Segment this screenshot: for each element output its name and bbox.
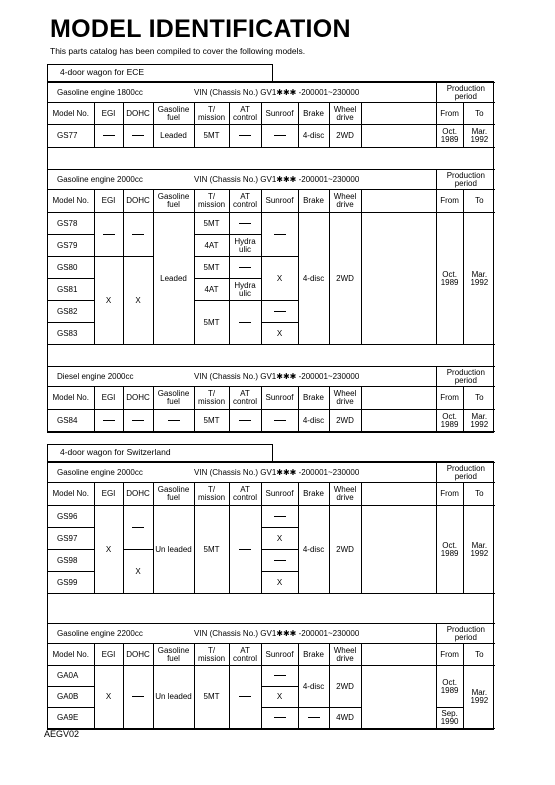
column-header-wheel: Wheel drive	[329, 644, 361, 666]
cell-mission	[194, 213, 229, 235]
cell-text: Oct. 1989	[440, 677, 459, 695]
engine-title: Gasoline engine 2200cc	[48, 624, 194, 644]
cell-wheel	[329, 708, 361, 729]
cell-brake	[298, 213, 329, 345]
model-number: GS96	[48, 506, 94, 528]
cell-fuel	[153, 666, 194, 729]
page-title: MODEL IDENTIFICATION	[50, 15, 351, 43]
cell-text: Mar. 1992	[470, 411, 489, 429]
dash-mark	[308, 717, 320, 718]
cell-fuel	[153, 506, 194, 594]
cell-sunroof	[261, 410, 298, 432]
dash-mark	[274, 420, 286, 421]
cell-text: 5MT	[203, 218, 220, 228]
column-header-fuel: Gasoline fuel	[153, 483, 194, 506]
cell-brake	[298, 125, 329, 148]
vin-range: VIN (Chassis No.) GV1✱✱✱ -200001~230000	[194, 170, 436, 190]
model-number: GS99	[48, 572, 94, 594]
cell-text: 5MT	[203, 415, 220, 425]
cell-text: X	[105, 692, 112, 701]
cell-text: 4WD	[336, 713, 354, 722]
engine-title: Gasoline engine 2000cc	[48, 170, 194, 190]
cell-text: X	[276, 273, 283, 283]
cell-mission	[194, 506, 229, 594]
section-gap	[48, 345, 493, 366]
cell-from	[436, 125, 463, 148]
cell-text: 5MT	[203, 692, 220, 701]
cell-mission	[194, 410, 229, 432]
dash-mark	[239, 322, 251, 323]
cell-dohc	[123, 213, 153, 257]
cell-text: X	[135, 566, 141, 576]
blank-header	[361, 103, 436, 125]
cell-wheel	[329, 506, 361, 594]
dash-mark	[132, 527, 144, 528]
cell-text: X	[135, 295, 141, 305]
column-header-mission: T/ mission	[194, 644, 229, 666]
column-header-to: To	[463, 190, 495, 213]
column-header-from: From	[436, 644, 463, 666]
cell-text: X	[276, 328, 283, 338]
engine-section-table	[48, 169, 495, 345]
cell-dohc	[123, 257, 153, 345]
region-title: 4-door wagon for ECE	[47, 64, 273, 81]
column-header-brake: Brake	[298, 483, 329, 506]
vin-range: VIN (Chassis No.) GV1✱✱✱ -200001~230000	[194, 463, 436, 483]
dash-mark	[132, 696, 144, 697]
cell-wheel	[329, 410, 361, 432]
cell-from	[436, 506, 463, 594]
column-header-mission: T/ mission	[194, 387, 229, 410]
cell-text: Oct. 1989	[440, 127, 459, 144]
cell-text: Leaded	[160, 131, 187, 140]
cell-text: 5MT	[203, 131, 220, 140]
cell-dohc	[123, 410, 153, 432]
column-header-dohc: DOHC	[123, 103, 153, 125]
cell-to	[463, 506, 495, 594]
model-row	[48, 410, 495, 432]
column-header-dohc: DOHC	[123, 387, 153, 410]
dash-mark	[239, 135, 251, 136]
cell-brake	[298, 708, 329, 729]
section-gap	[48, 594, 493, 623]
engine-title: Diesel engine 2000cc	[48, 367, 194, 387]
cell-at	[229, 235, 261, 257]
model-number: GA0B	[48, 687, 94, 708]
production-period-header: Production period	[436, 83, 495, 103]
dash-mark	[274, 311, 286, 312]
cell-text: X	[276, 577, 283, 587]
cell-text: Oct. 1989	[440, 269, 459, 287]
region-table-frame	[47, 81, 494, 433]
production-period-header: Production period	[436, 624, 495, 644]
cell-sunroof	[261, 528, 298, 550]
production-period-header: Production period	[436, 170, 495, 190]
cell-text: 4-disc	[302, 544, 325, 554]
cell-at	[229, 279, 261, 301]
blank-header	[361, 483, 436, 506]
model-number: GA9E	[48, 708, 94, 729]
model-row	[48, 213, 495, 235]
cell-egi	[94, 257, 123, 345]
cell-egi	[94, 666, 123, 729]
cell-sunroof	[261, 572, 298, 594]
cell-sunroof	[261, 213, 298, 257]
model-row	[48, 666, 495, 687]
blank-header	[361, 190, 436, 213]
engine-title: Gasoline engine 2000cc	[48, 463, 194, 483]
cell-at	[229, 301, 261, 345]
cell-text: Hydra ulic	[234, 280, 256, 298]
cell-text: Hydra ulic	[234, 236, 256, 254]
cell-brake	[298, 410, 329, 432]
model-number: GA0A	[48, 666, 94, 687]
column-header-dohc: DOHC	[123, 644, 153, 666]
dash-mark	[168, 420, 180, 421]
column-header-brake: Brake	[298, 644, 329, 666]
cell-to	[463, 666, 495, 729]
cell-at	[229, 666, 261, 729]
cell-text: 5MT	[203, 544, 220, 554]
cell-text: 4-disc	[302, 415, 325, 425]
cell-text: 4-disc	[302, 273, 325, 283]
dash-mark	[239, 420, 251, 421]
column-header-model: Model No.	[48, 483, 94, 506]
model-row	[48, 506, 495, 528]
vin-range: VIN (Chassis No.) GV1✱✱✱ -200001~230000	[194, 367, 436, 387]
cell-fuel	[153, 125, 194, 148]
column-header-from: From	[436, 190, 463, 213]
blank-header	[361, 644, 436, 666]
column-header-from: From	[436, 387, 463, 410]
section-gap	[48, 148, 493, 169]
blank-cell	[361, 213, 436, 345]
model-number: GS79	[48, 235, 94, 257]
cell-mission	[194, 279, 229, 301]
dash-mark	[103, 135, 115, 136]
model-number: GS77	[48, 125, 94, 148]
cell-text: 2WD	[336, 415, 354, 425]
cell-at	[229, 506, 261, 594]
dash-mark	[132, 135, 144, 136]
cell-mission	[194, 125, 229, 148]
cell-text: 2WD	[336, 273, 354, 283]
column-header-at: AT control	[229, 483, 261, 506]
cell-text: Oct. 1989	[440, 540, 459, 558]
cell-text: Mar. 1992	[470, 269, 489, 287]
region-table-frame	[47, 461, 494, 730]
model-number: GS98	[48, 550, 94, 572]
column-header-egi: EGI	[94, 644, 123, 666]
column-header-mission: T/ mission	[194, 190, 229, 213]
column-header-fuel: Gasoline fuel	[153, 644, 194, 666]
cell-sunroof	[261, 550, 298, 572]
dash-mark	[239, 267, 251, 268]
column-header-to: To	[463, 103, 495, 125]
column-header-to: To	[463, 387, 495, 410]
blank-cell	[361, 666, 436, 729]
column-header-mission: T/ mission	[194, 103, 229, 125]
column-header-model: Model No.	[48, 103, 94, 125]
engine-section-table	[48, 82, 495, 148]
cell-dohc	[123, 125, 153, 148]
blank-cell	[361, 125, 436, 148]
cell-sunroof	[261, 687, 298, 708]
dash-mark	[274, 234, 286, 235]
cell-text: 2WD	[336, 131, 354, 140]
cell-brake	[298, 666, 329, 708]
column-header-sunroof: Sunroof	[261, 644, 298, 666]
cell-mission	[194, 235, 229, 257]
cell-text: 4-disc	[302, 681, 325, 691]
column-header-mission: T/ mission	[194, 483, 229, 506]
cell-text: X	[105, 544, 112, 554]
dash-mark	[274, 717, 286, 718]
model-number: GS97	[48, 528, 94, 550]
cell-fuel	[153, 410, 194, 432]
model-number: GS84	[48, 410, 94, 432]
column-header-from: From	[436, 483, 463, 506]
blank-cell	[361, 506, 436, 594]
engine-section-table	[48, 462, 495, 594]
production-period-header: Production period	[436, 463, 495, 483]
cell-mission	[194, 257, 229, 279]
cell-at	[229, 213, 261, 235]
model-number: GS82	[48, 301, 94, 323]
column-header-brake: Brake	[298, 190, 329, 213]
column-header-egi: EGI	[94, 387, 123, 410]
cell-to	[463, 213, 495, 345]
column-header-egi: EGI	[94, 190, 123, 213]
cell-sunroof	[261, 666, 298, 687]
cell-text: Leaded	[160, 273, 187, 283]
cell-text: Mar. 1992	[470, 540, 489, 558]
column-header-wheel: Wheel drive	[329, 483, 361, 506]
cell-text: Sep. 1990	[440, 709, 459, 726]
column-header-dohc: DOHC	[123, 483, 153, 506]
cell-sunroof	[261, 301, 298, 323]
cell-text: 4AT	[204, 240, 219, 250]
cell-dohc	[123, 506, 153, 550]
dash-mark	[274, 516, 286, 517]
cell-to	[463, 125, 495, 148]
dash-mark	[274, 675, 286, 676]
column-header-sunroof: Sunroof	[261, 190, 298, 213]
column-header-sunroof: Sunroof	[261, 483, 298, 506]
cell-text: Un leaded	[155, 692, 192, 701]
column-header-egi: EGI	[94, 483, 123, 506]
column-header-to: To	[463, 483, 495, 506]
column-header-to: To	[463, 644, 495, 666]
dash-mark	[274, 135, 286, 136]
cell-from	[436, 708, 463, 729]
column-header-at: AT control	[229, 644, 261, 666]
cell-to	[463, 410, 495, 432]
model-number: GS80	[48, 257, 94, 279]
model-number: GS83	[48, 323, 94, 345]
column-header-at: AT control	[229, 190, 261, 213]
cell-text: X	[276, 692, 283, 701]
column-header-sunroof: Sunroof	[261, 387, 298, 410]
cell-mission	[194, 301, 229, 345]
page-footer: AEGV02	[44, 729, 80, 739]
engine-section-table	[48, 366, 495, 432]
engine-section-table	[48, 623, 495, 729]
dash-mark	[132, 234, 144, 235]
cell-sunroof	[261, 323, 298, 345]
cell-text: Oct. 1989	[440, 411, 459, 429]
column-header-brake: Brake	[298, 103, 329, 125]
engine-title: Gasoline engine 1800cc	[48, 83, 194, 103]
column-header-brake: Brake	[298, 387, 329, 410]
cell-sunroof	[261, 506, 298, 528]
vin-range: VIN (Chassis No.) GV1✱✱✱ -200001~230000	[194, 83, 436, 103]
column-header-fuel: Gasoline fuel	[153, 190, 194, 213]
blank-cell	[361, 410, 436, 432]
cell-text: Un leaded	[155, 544, 192, 554]
column-header-sunroof: Sunroof	[261, 103, 298, 125]
region-title: 4-door wagon for Switzerland	[47, 444, 273, 461]
cell-text: 2WD	[336, 544, 354, 554]
blank-header	[361, 387, 436, 410]
column-header-at: AT control	[229, 387, 261, 410]
column-header-from: From	[436, 103, 463, 125]
column-header-fuel: Gasoline fuel	[153, 103, 194, 125]
cell-fuel	[153, 213, 194, 345]
dash-mark	[239, 223, 251, 224]
cell-wheel	[329, 213, 361, 345]
cell-mission	[194, 666, 229, 729]
cell-sunroof	[261, 257, 298, 301]
cell-text: 4AT	[204, 284, 219, 294]
cell-sunroof	[261, 708, 298, 729]
vin-range: VIN (Chassis No.) GV1✱✱✱ -200001~230000	[194, 624, 436, 644]
cell-dohc	[123, 666, 153, 729]
cell-from	[436, 213, 463, 345]
dash-mark	[103, 234, 115, 235]
dash-mark	[274, 560, 286, 561]
column-header-model: Model No.	[48, 190, 94, 213]
model-row	[48, 125, 495, 148]
model-number: GS81	[48, 279, 94, 301]
cell-brake	[298, 506, 329, 594]
production-period-header: Production period	[436, 367, 495, 387]
cell-egi	[94, 506, 123, 594]
cell-wheel	[329, 666, 361, 708]
dash-mark	[239, 549, 251, 550]
cell-at	[229, 257, 261, 279]
cell-text: X	[105, 295, 112, 305]
dash-mark	[132, 420, 144, 421]
cell-egi	[94, 125, 123, 148]
cell-text: 4-disc	[302, 131, 325, 140]
cell-at	[229, 125, 261, 148]
column-header-model: Model No.	[48, 387, 94, 410]
cell-wheel	[329, 125, 361, 148]
model-number: GS78	[48, 213, 94, 235]
column-header-egi: EGI	[94, 103, 123, 125]
column-header-at: AT control	[229, 103, 261, 125]
cell-at	[229, 410, 261, 432]
cell-egi	[94, 410, 123, 432]
cell-from	[436, 666, 463, 708]
cell-text: X	[276, 533, 283, 543]
cell-text: 5MT	[203, 262, 220, 272]
column-header-wheel: Wheel drive	[329, 190, 361, 213]
column-header-dohc: DOHC	[123, 190, 153, 213]
page-subtitle: This parts catalog has been compiled to cover the following models.	[50, 46, 306, 56]
cell-dohc	[123, 550, 153, 594]
cell-from	[436, 410, 463, 432]
cell-text: 2WD	[336, 681, 354, 691]
dash-mark	[239, 696, 251, 697]
column-header-fuel: Gasoline fuel	[153, 387, 194, 410]
dash-mark	[103, 420, 115, 421]
column-header-wheel: Wheel drive	[329, 103, 361, 125]
column-header-model: Model No.	[48, 644, 94, 666]
column-header-wheel: Wheel drive	[329, 387, 361, 410]
cell-text: 5MT	[203, 317, 220, 327]
cell-sunroof	[261, 125, 298, 148]
cell-text: Mar. 1992	[470, 127, 489, 144]
cell-egi	[94, 213, 123, 257]
cell-text: Mar. 1992	[470, 688, 489, 705]
